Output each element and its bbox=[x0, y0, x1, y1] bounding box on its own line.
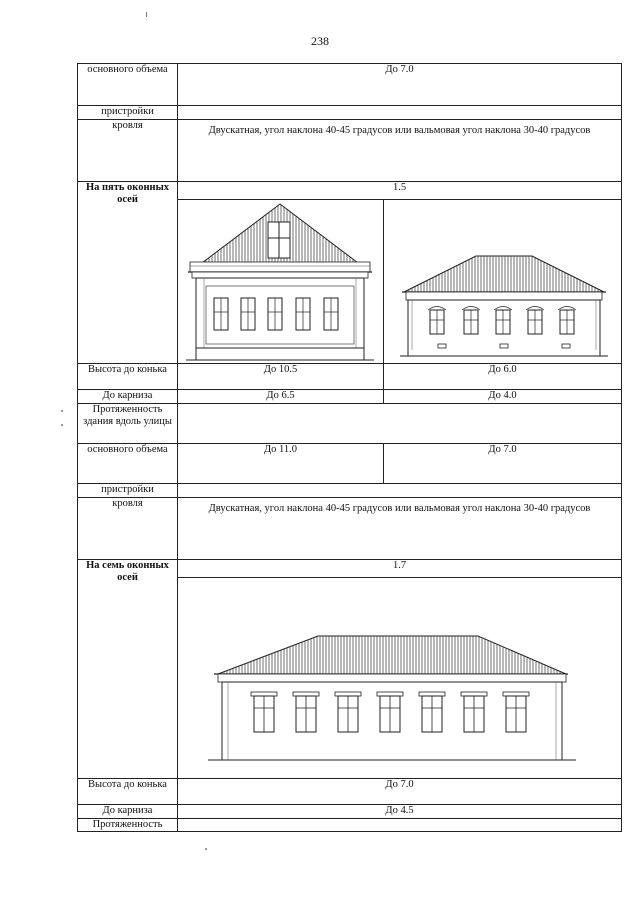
drawing-cell bbox=[178, 578, 622, 779]
row-label: До карниза bbox=[78, 805, 178, 819]
row-value-empty bbox=[178, 819, 622, 832]
row-value-right: До 4.0 bbox=[384, 390, 622, 404]
roof-description: Двускатная, угол наклона 40-45 градусов или вальмовая угол наклона 30-40 градусов bbox=[178, 498, 622, 560]
row-label: пристройки bbox=[78, 484, 178, 498]
gable-roof-house-facade-icon bbox=[178, 200, 384, 363]
drawing-cell bbox=[178, 200, 384, 364]
row-value: До 4.5 bbox=[178, 805, 622, 819]
row-value: До 7.0 bbox=[178, 64, 622, 106]
row-label: Высота до конька bbox=[78, 364, 178, 390]
roof-description: Двускатная, угол наклона 40-45 градусов или вальмовая угол наклона 30-40 градусов bbox=[178, 120, 622, 182]
row-value-empty bbox=[178, 106, 622, 120]
table-row bbox=[78, 390, 622, 404]
row-label: Протяженность здания вдоль улицы bbox=[78, 404, 178, 444]
table-row bbox=[78, 819, 622, 832]
row-value-right: До 6.0 bbox=[384, 364, 622, 390]
table-row bbox=[78, 498, 622, 560]
table-row bbox=[78, 484, 622, 498]
table-row bbox=[78, 64, 622, 106]
row-value-empty bbox=[178, 484, 622, 498]
section-ratio: 1.7 bbox=[178, 560, 622, 578]
row-value-left: До 6.5 bbox=[178, 390, 384, 404]
row-label: пристройки bbox=[78, 106, 178, 120]
table-row bbox=[78, 120, 622, 182]
table-row bbox=[78, 560, 622, 578]
table-row bbox=[78, 779, 622, 805]
row-value-right: До 7.0 bbox=[384, 444, 622, 484]
table-row bbox=[78, 106, 622, 120]
row-label: Протяженность bbox=[78, 819, 178, 832]
scan-mark bbox=[205, 848, 207, 850]
table-row bbox=[78, 444, 622, 484]
table-row bbox=[78, 182, 622, 200]
row-value-left: До 10.5 bbox=[178, 364, 384, 390]
row-value-empty bbox=[178, 404, 622, 444]
section-ratio: 1.5 bbox=[178, 182, 622, 200]
hip-roof-house-facade-icon bbox=[384, 200, 622, 363]
drawing-cell bbox=[384, 200, 622, 364]
row-value: До 7.0 bbox=[178, 779, 622, 805]
row-label: кровля bbox=[78, 120, 178, 182]
page-number: 238 bbox=[311, 34, 329, 48]
scan-mark bbox=[146, 12, 147, 17]
building-parameters-table bbox=[77, 63, 622, 832]
section-heading: На семь оконных осей bbox=[78, 560, 178, 779]
scan-mark bbox=[61, 424, 63, 426]
row-label: основного объема bbox=[78, 64, 178, 106]
row-label: основного объема bbox=[78, 444, 178, 484]
scan-mark bbox=[61, 410, 63, 412]
table-row bbox=[78, 364, 622, 390]
row-label: До карниза bbox=[78, 390, 178, 404]
table-row bbox=[78, 404, 622, 444]
table-row bbox=[78, 805, 622, 819]
row-label: Высота до конька bbox=[78, 779, 178, 805]
row-value-left: До 11.0 bbox=[178, 444, 384, 484]
row-label: кровля bbox=[78, 498, 178, 560]
section-heading: На пять оконных осей bbox=[78, 182, 178, 364]
hip-roof-seven-window-facade-icon bbox=[178, 578, 622, 778]
